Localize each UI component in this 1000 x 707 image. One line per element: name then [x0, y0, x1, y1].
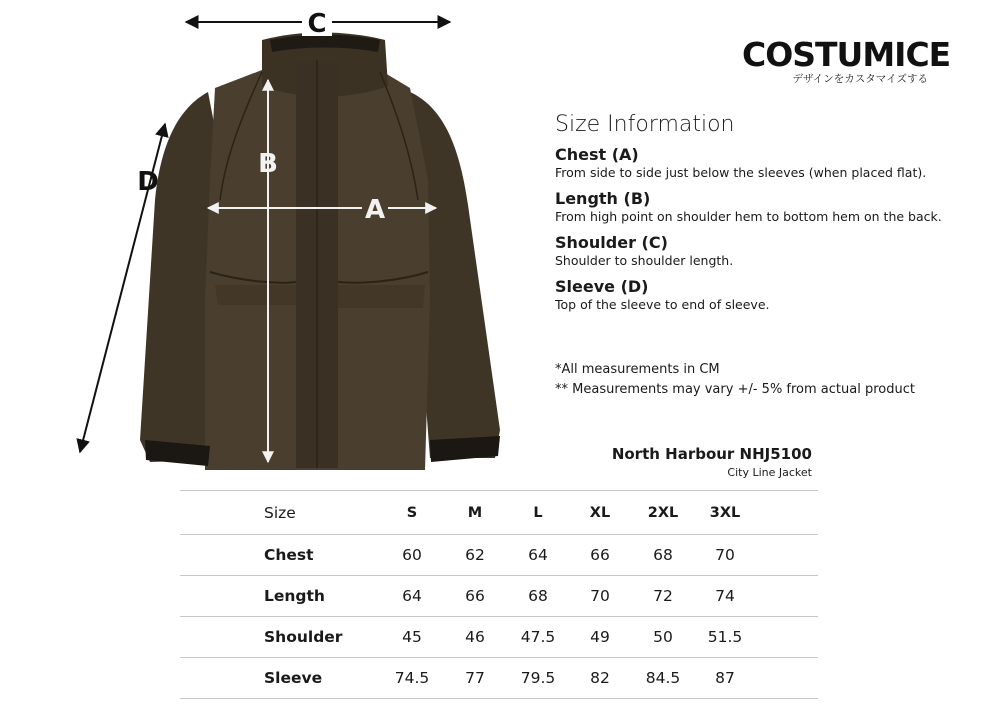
- note-line: ** Measurements may vary +/- 5% from actual product: [555, 382, 915, 397]
- table-row: [180, 658, 818, 699]
- jacket-illustration: [0, 0, 520, 500]
- table-cell: 66: [465, 587, 485, 605]
- table-cell: 47.5: [520, 628, 556, 646]
- header-size: XL: [589, 504, 611, 521]
- info-item-desc: From side to side just below the sleeves (when placed flat).: [555, 165, 927, 180]
- header-size: M: [467, 504, 483, 521]
- brand-logo: [742, 35, 951, 86]
- brand-name: COSTUMICE: [742, 35, 951, 74]
- header-size: 3XL: [709, 504, 741, 521]
- info-item-shoulder: [555, 233, 995, 269]
- dim-d-label: D: [137, 167, 159, 197]
- row-label: Chest: [264, 546, 314, 564]
- row-label: Shoulder: [264, 628, 343, 646]
- table-cell: 84.5: [645, 669, 681, 687]
- table-row: [180, 535, 818, 576]
- info-item-title: Shoulder (C): [555, 233, 668, 252]
- product-info: [560, 443, 812, 481]
- table-cell: 70: [590, 587, 610, 605]
- table-cell: 66: [590, 546, 610, 564]
- info-item-title: Chest (A): [555, 145, 639, 164]
- info-item-chest: [555, 145, 995, 181]
- row-label: Length: [264, 587, 325, 605]
- table-cell: 60: [402, 546, 422, 564]
- table-cell: 82: [590, 669, 610, 687]
- dim-b-label: B: [258, 149, 278, 179]
- size-table: [180, 490, 818, 699]
- dim-c-label: C: [307, 9, 327, 39]
- table-cell: 77: [465, 669, 485, 687]
- table-cell: 68: [653, 546, 673, 564]
- header-label: Size: [264, 503, 296, 522]
- table-row: [180, 576, 818, 617]
- table-cell: 74.5: [394, 669, 430, 687]
- info-item-sleeve: [555, 277, 995, 313]
- info-item-desc: Top of the sleeve to end of sleeve.: [555, 297, 770, 312]
- jacket-body: [140, 33, 500, 471]
- table-cell: 64: [402, 587, 422, 605]
- product-name: North Harbour NHJ5100: [611, 445, 812, 463]
- table-cell: 51.5: [707, 628, 743, 646]
- size-info-heading: Size Information: [555, 112, 735, 137]
- dim-a-label: A: [364, 195, 386, 225]
- table-cell: 50: [653, 628, 673, 646]
- brand-tagline: デザインをカスタマイズする: [792, 73, 928, 85]
- product-subtitle: City Line Jacket: [727, 466, 812, 479]
- info-item-title: Sleeve (D): [555, 277, 649, 296]
- info-item-title: Length (B): [555, 189, 651, 208]
- table-header-row: [180, 490, 818, 535]
- table-cell: 62: [465, 546, 485, 564]
- header-size: L: [533, 504, 543, 521]
- table-cell: 74: [715, 587, 735, 605]
- table-cell: 45: [402, 628, 422, 646]
- table-cell: 70: [715, 546, 735, 564]
- table-cell: 68: [528, 587, 548, 605]
- row-label: Sleeve: [264, 669, 323, 687]
- table-cell: 72: [653, 587, 673, 605]
- info-item-desc: From high point on shoulder hem to bottom hem on the back.: [555, 209, 942, 224]
- measurement-notes: [555, 360, 915, 400]
- table-cell: 46: [465, 628, 485, 646]
- header-size: 2XL: [647, 504, 679, 521]
- note-line: *All measurements in CM: [555, 362, 720, 377]
- table-row: [180, 617, 818, 658]
- size-information: [555, 112, 995, 321]
- table-cell: 49: [590, 628, 610, 646]
- table-cell: 64: [528, 546, 548, 564]
- info-item-desc: Shoulder to shoulder length.: [555, 253, 734, 268]
- info-item-length: [555, 189, 995, 225]
- table-cell: 87: [715, 669, 735, 687]
- header-size: S: [406, 504, 418, 521]
- table-cell: 79.5: [520, 669, 556, 687]
